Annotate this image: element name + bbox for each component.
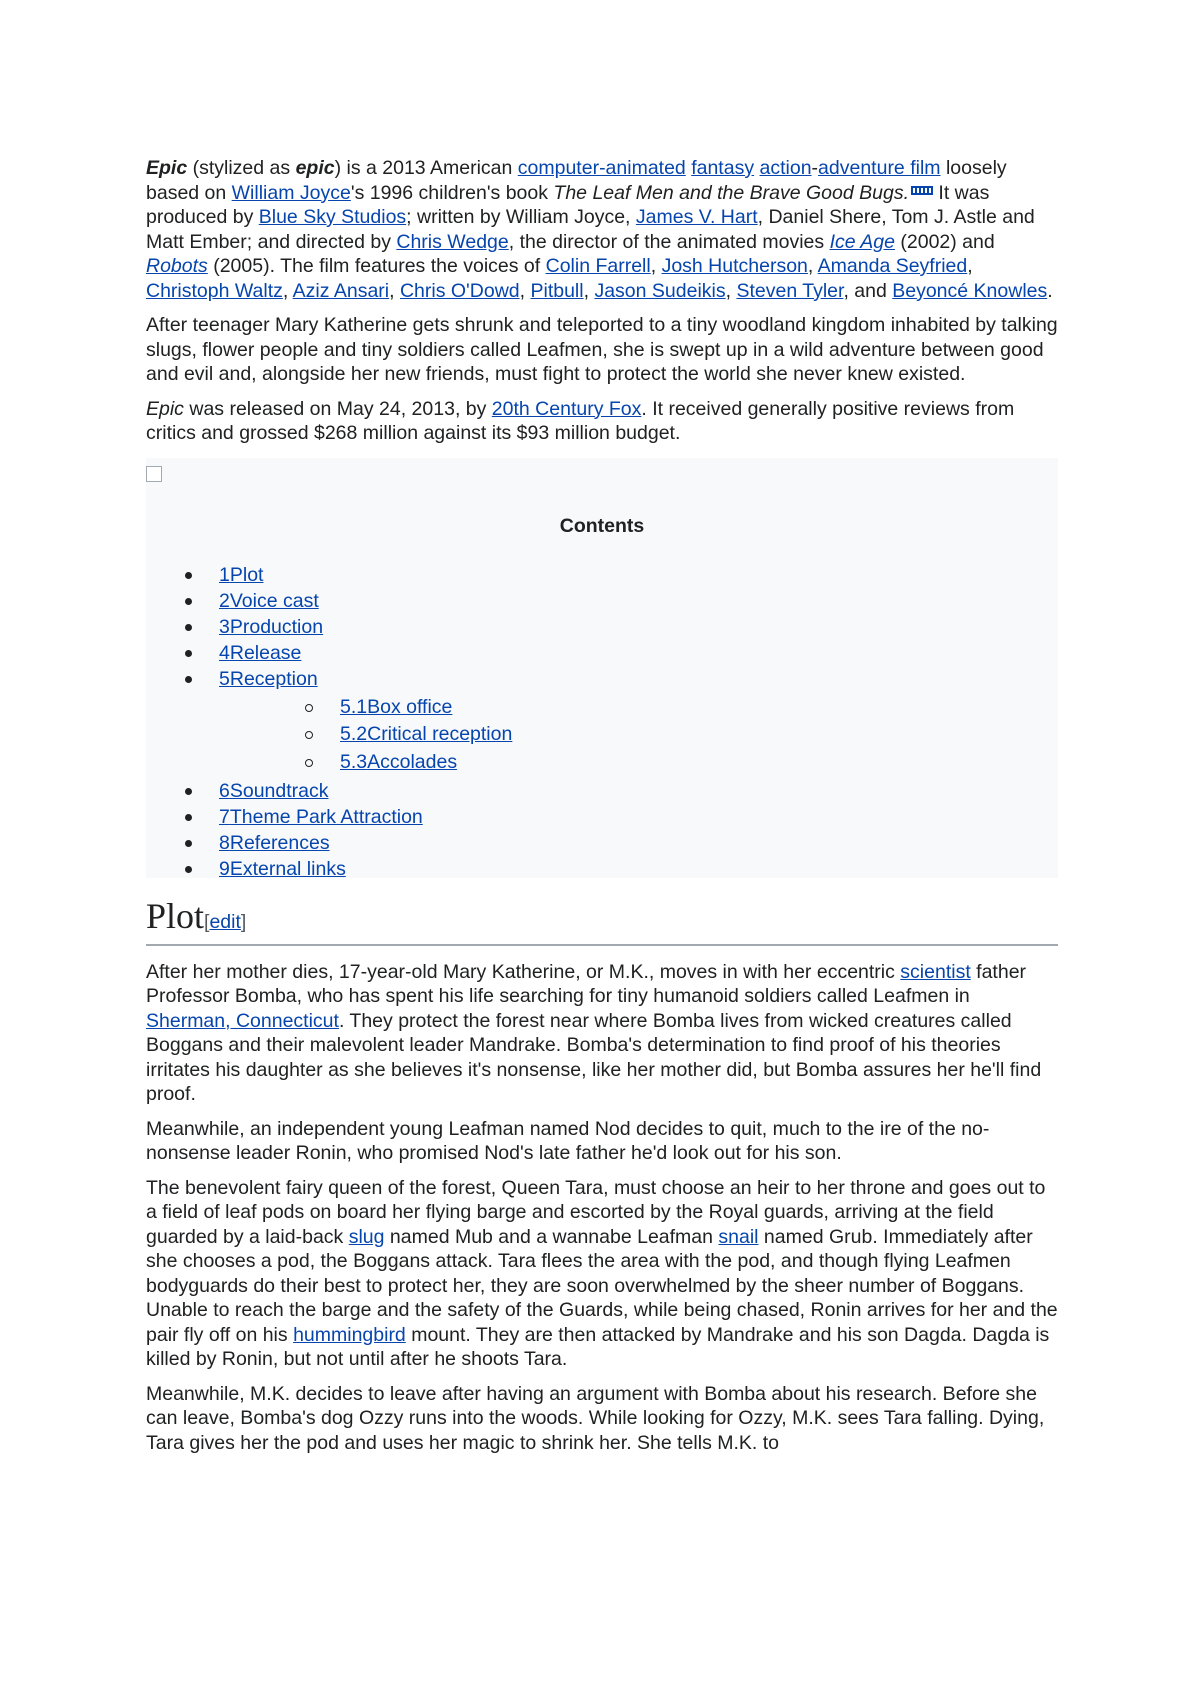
toc-item-references[interactable]: 8References [146, 831, 512, 857]
toc-toggle-checkbox[interactable] [146, 466, 162, 482]
link-aziz-ansari[interactable]: Aziz Ansari [292, 279, 390, 302]
intro-paragraph-1: Epic (stylized as epic) is a 2013 American computer-animated fantasy action-adventure film loosely based on William Joyce's 1996 children's book The Leaf Men and the Brave Good Bugs. It was produced by Blue Sky Studios; written by William Joyce, James V. Hart, Daniel Shere, Tom J. Astle and Matt Ember; and directed by Chris Wedge, the director of the animated movies Ice Age (2002) and Robots (2005). The film features the voices of Colin Farrell, Josh Hutcherson, Amanda Seyfried, Christoph Waltz, Aziz Ansari, Chris O'Dowd, Pitbull, Jason Sudeikis, Steven Tyler, and Beyoncé Knowles. [146, 157, 1053, 302]
link-robots[interactable]: Robots [146, 255, 208, 277]
edit-plot-link[interactable]: edit [209, 910, 241, 933]
article-title: Epic [146, 157, 188, 179]
toc-item-box-office[interactable]: 5.1Box office [146, 695, 512, 723]
link-slug[interactable]: slug [348, 1225, 385, 1248]
toc-item-theme-park-attraction[interactable]: 7Theme Park Attraction [146, 805, 512, 831]
article-title-ref: Epic [146, 397, 184, 420]
link-computer-animated[interactable]: computer-animated [517, 157, 686, 179]
book-title: The Leaf Men and the Brave Good Bugs. [553, 181, 909, 204]
link-pitbull[interactable]: Pitbull [530, 279, 584, 302]
link-ice-age[interactable]: Ice Age [829, 230, 895, 253]
plot-paragraph-3: The benevolent fairy queen of the forest, Queen Tara, must choose an heir to her throne and goes out to a field of leaf pods on board her flying barge and escorted by the Royal guards, arriving at the field guarded by a laid-back slug named Mub and a wannabe Leafman snail named Grub. Immediately after she chooses a pod, the Boggans attack. Tara flees the area with the pod, and though flying Leafmen bodyguards do their best to protect her, they are soon overwhelmed by the sheer number of Boggans. Unable to reach the barge and the safety of the Guards, while being chased, Ronin arrives for her and the pair fly off on his hummingbird mount. They are then attacked by Mandrake and his son Dagda. Dagda is killed by Ronin, but not until after he shoots Tara. [146, 1176, 1058, 1370]
link-steven-tyler[interactable]: Steven Tyler [736, 279, 844, 302]
stylized-title: epic [295, 157, 335, 179]
link-james-v-hart[interactable]: James V. Hart [635, 206, 758, 228]
link-william-joyce[interactable]: William Joyce [231, 181, 351, 204]
citation-needed-icon[interactable] [911, 186, 933, 195]
intro-paragraph-3: Epic was released on May 24, 2013, by 20th Century Fox. It received generally positive reviews from critics and grossed $268 million against its $93 million budget. [146, 397, 1015, 444]
link-colin-farrell[interactable]: Colin Farrell [545, 255, 651, 277]
plot-paragraph-4: Meanwhile, M.K. decides to leave after having an argument with Bomba about his research. Before she can leave, Bomba's dog Ozzy runs into the woods. While looking for Ozzy, M.K. sees Tara falling. Dying, Tara gives her the pod and uses her magic to shrink her. She tells M.K. to [146, 1382, 1045, 1454]
article [146, 156, 1058, 1465]
link-20th-century-fox[interactable]: 20th Century Fox [491, 397, 642, 420]
link-action[interactable]: action [759, 157, 812, 179]
edit-section-link: [edit] [204, 910, 247, 933]
link-hummingbird[interactable]: hummingbird [293, 1323, 406, 1346]
link-sherman-connecticut[interactable]: Sherman, Connecticut [146, 1009, 339, 1032]
section-heading-plot: Plot[edit] [146, 896, 1058, 946]
link-beyonce-knowles[interactable]: Beyoncé Knowles [892, 279, 1048, 302]
link-christoph-waltz[interactable]: Christoph Waltz [146, 279, 283, 302]
link-blue-sky-studios[interactable]: Blue Sky Studios [258, 206, 407, 228]
toc-item-production[interactable]: 3Production [146, 615, 512, 641]
link-scientist[interactable]: scientist [900, 960, 971, 983]
link-adventure-film[interactable]: adventure film [818, 157, 941, 179]
toc-item-critical-reception[interactable]: 5.2Critical reception [146, 722, 512, 750]
toc-item-voice-cast[interactable]: 2Voice cast [146, 589, 512, 615]
toc-item-external-links[interactable]: 9External links [146, 857, 512, 883]
link-fantasy[interactable]: fantasy [691, 157, 755, 179]
intro-paragraph-2: After teenager Mary Katherine gets shrunk and teleported to a tiny woodland kingdom inhabited by talking slugs, flower people and tiny soldiers called Leafmen, she is swept up in a wild adventure between good and evil and, alongside her new friends, must fight to protect the world she never knew existed. [146, 314, 1058, 385]
toc-item-plot[interactable]: 1Plot [146, 563, 512, 589]
toc-item-soundtrack[interactable]: 6Soundtrack [146, 779, 512, 805]
toc-title: Contents [559, 514, 645, 537]
toc-item-reception[interactable]: 5Reception [146, 667, 512, 693]
link-josh-hutcherson[interactable]: Josh Hutcherson [661, 255, 808, 277]
table-of-contents [146, 458, 1058, 878]
link-amanda-seyfried[interactable]: Amanda Seyfried [817, 255, 968, 277]
link-chris-odowd[interactable]: Chris O'Dowd [399, 279, 520, 302]
link-snail[interactable]: snail [718, 1225, 759, 1248]
link-chris-wedge[interactable]: Chris Wedge [396, 230, 509, 253]
plot-paragraph-1: After her mother dies, 17-year-old Mary Katherine, or M.K., moves in with her eccentric scientist father Professor Bomba, who has spent his life searching for tiny humanoid soldiers called Leafmen in Sherman, Connecticut. They protect the forest near where Bomba lives from wicked creatures called Boggans and their malevolent leader Mandrake. Bomba's determination to find proof of his theories irritates his daughter as she believes it's nonsense, like her mother did, but Bomba assures her he'll find proof. [146, 960, 1042, 1105]
link-jason-sudeikis[interactable]: Jason Sudeikis [594, 279, 726, 302]
toc-item-release[interactable]: 4Release [146, 641, 512, 667]
toc-item-accolades[interactable]: 5.3Accolades [146, 750, 512, 778]
toc-list [146, 563, 512, 884]
plot-paragraph-2: Meanwhile, an independent young Leafman named Nod decides to quit, much to the ire of the no-nonsense leader Ronin, who promised Nod's late father he'd look out for his son. [146, 1117, 990, 1164]
